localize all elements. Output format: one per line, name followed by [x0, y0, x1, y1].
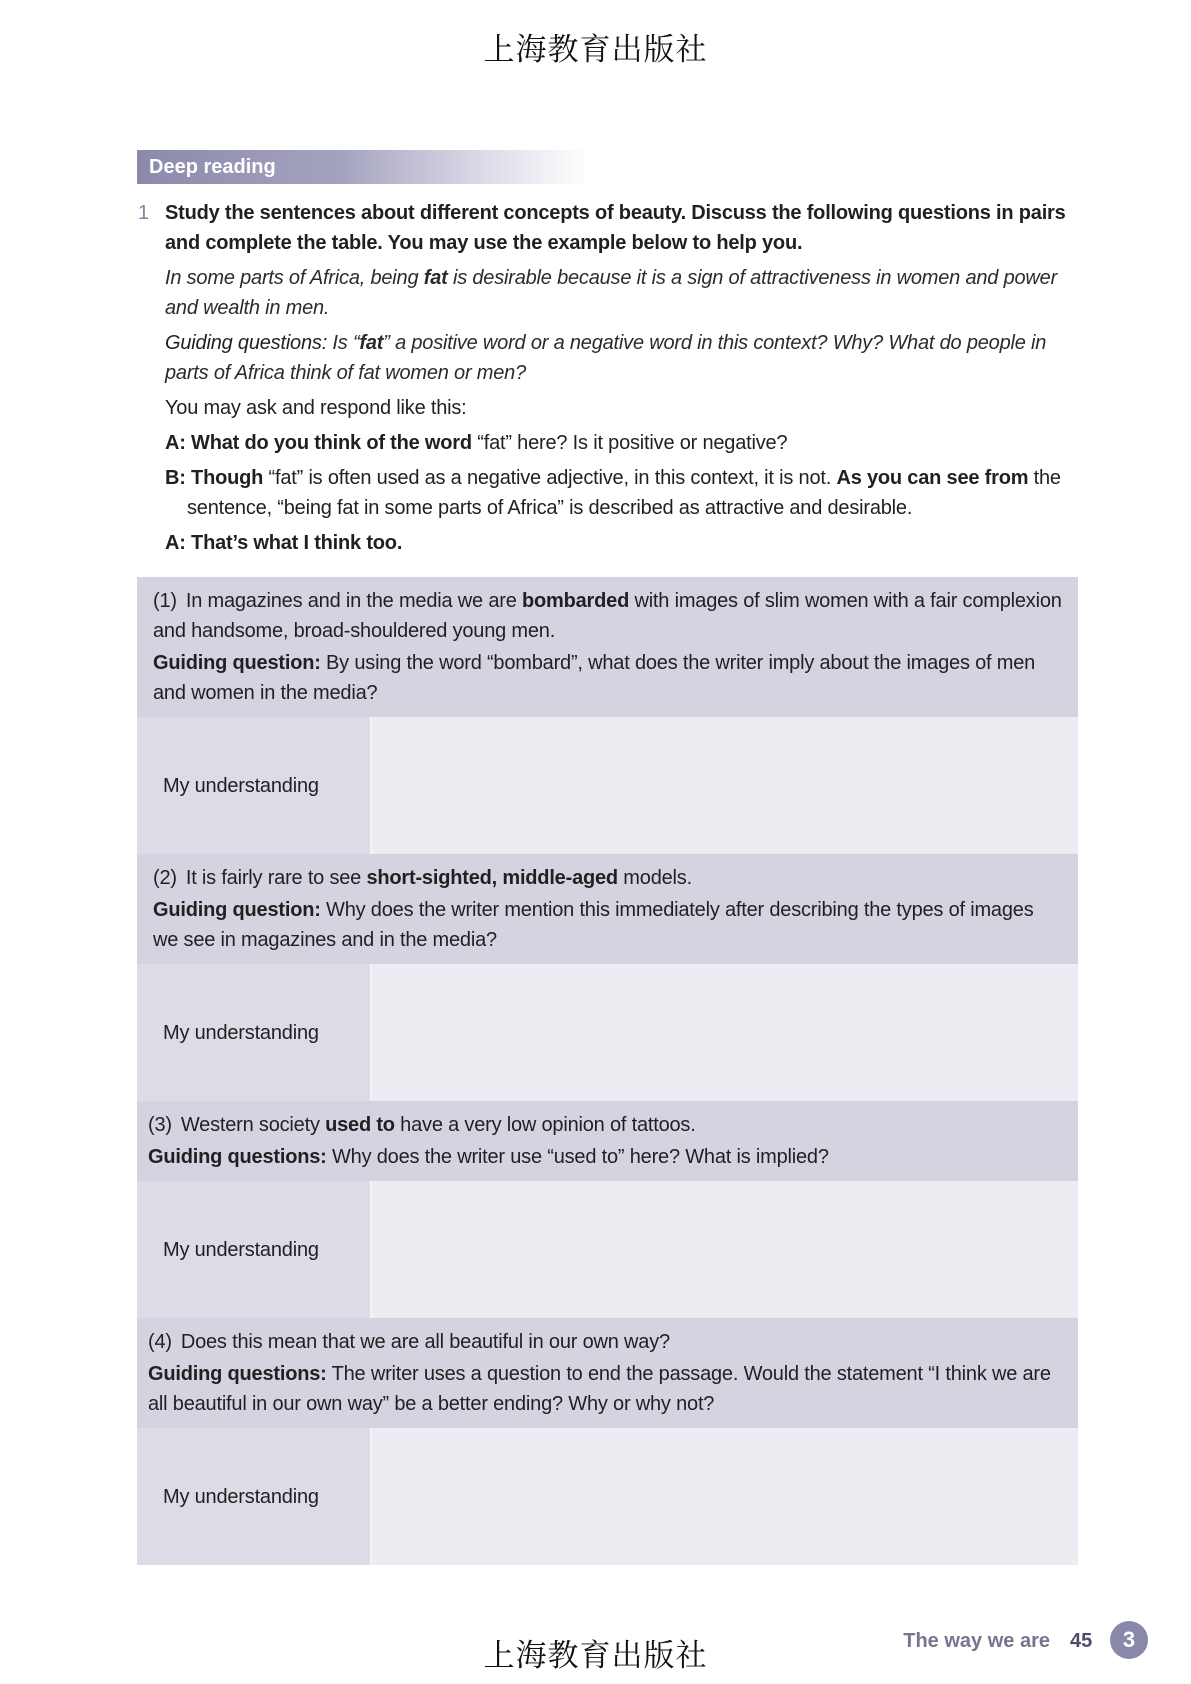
example-sentence [165, 263, 1090, 323]
sentence-text: In magazines and in the media we are [185, 590, 522, 612]
answer-label: My understanding [137, 964, 372, 1101]
guiding-label: Guiding question: [153, 652, 321, 674]
sentence-text: with images of slim women with a fair complexion and handsome, broad-shouldered young men. [153, 590, 1062, 642]
example-guiding-questions [165, 328, 1090, 388]
sentence-text: models. [617, 867, 692, 889]
page-number: 45 [1070, 1630, 1093, 1652]
row-number: (2) [153, 867, 177, 889]
example-text: In some parts of Africa, being [165, 267, 424, 289]
table-answer-row [137, 717, 1078, 854]
answer-field [372, 1181, 1078, 1318]
task-1 [138, 198, 1090, 563]
task-body [165, 198, 1090, 558]
quoted-sentence [148, 1327, 1062, 1357]
guiding-text: ” a positive word or a negative word in this context? Why? What do people in parts of Africa think of fat women or men? [165, 332, 1047, 384]
understanding-table [137, 577, 1078, 1565]
dialogue-line [165, 428, 1090, 458]
quoted-sentence [153, 586, 1062, 646]
dialogue-line [165, 528, 1090, 558]
answer-field [372, 1428, 1078, 1565]
table-answer-row [137, 1181, 1078, 1318]
dialogue-text: “fat” here? Is it positive or negative? [471, 432, 788, 454]
dialogue-bold: B: Though [165, 467, 264, 489]
answer-label: My understanding [137, 717, 372, 854]
guiding-text: Is “ [327, 332, 360, 354]
section-title: Deep reading [149, 156, 276, 178]
sentence-text: Western society [180, 1114, 326, 1136]
table-question-row [137, 1101, 1078, 1181]
dialogue-bold: A: What do you think of the word [165, 432, 472, 454]
quoted-sentence [153, 863, 1062, 893]
example-text: is desirable because it is a sign of attractiveness in women and power and wealth in men. [165, 267, 1058, 319]
guiding-label: Guiding questions: [165, 332, 328, 354]
guiding-keyword: fat [359, 332, 384, 354]
dialogue-line [165, 463, 1090, 523]
row-guiding-question [148, 1142, 1062, 1172]
answer-field [372, 717, 1078, 854]
section-header-bar [137, 150, 589, 184]
unit-title: The way we are [903, 1630, 1050, 1652]
guiding-text: The writer uses a question to end the passage. Would the statement “I think we are all beautiful in our own way” be a better ending? Why or why not? [148, 1363, 1051, 1415]
dialogue-bold: A: That’s what I think too. [165, 532, 403, 554]
table-answer-row [137, 1428, 1078, 1565]
answer-label: My understanding [137, 1428, 372, 1565]
publisher-watermark-bottom: 上海教育出版社 [483, 1638, 708, 1674]
table-question-row [137, 854, 1078, 964]
row-guiding-question [148, 1359, 1062, 1419]
row-number: (1) [153, 590, 177, 612]
publisher-watermark-top: 上海教育出版社 [483, 32, 708, 68]
guiding-label: Guiding questions: [148, 1363, 327, 1385]
quoted-sentence [148, 1110, 1062, 1140]
answer-label: My understanding [137, 1181, 372, 1318]
row-number: (4) [148, 1331, 172, 1353]
unit-number-badge: 3 [1110, 1621, 1148, 1659]
row-number: (3) [148, 1114, 172, 1136]
guiding-text: By using the word “bombard”, what does the writer imply about the images of men and women in the media? [153, 652, 1036, 704]
sentence-keyword: short-sighted, middle-aged [366, 867, 618, 889]
guiding-text: Why does the writer use “used to” here? What is implied? [326, 1146, 829, 1168]
table-question-row [137, 1318, 1078, 1428]
dialogue-bold: As you can see from [836, 467, 1029, 489]
answer-field [372, 964, 1078, 1101]
sentence-text: have a very low opinion of tattoos. [394, 1114, 696, 1136]
task-number: 1 [138, 202, 149, 224]
dialogue-text: “fat” is often used as a negative adjective, in this context, it is not. [263, 467, 837, 489]
guiding-label: Guiding questions: [148, 1146, 327, 1168]
dialogue-prompt: You may ask and respond like this: [165, 397, 467, 419]
task-instruction: Study the sentences about different concepts of beauty. Discuss the following questions in pairs and complete the table. You may use the example below to help you. [165, 202, 1066, 254]
row-guiding-question [153, 648, 1062, 708]
guiding-label: Guiding question: [153, 899, 321, 921]
sentence-keyword: used to [325, 1114, 395, 1136]
table-answer-row [137, 964, 1078, 1101]
guiding-text: Why does the writer mention this immediately after describing the types of images we see in magazines and in the media? [153, 899, 1034, 951]
table-question-row [137, 577, 1078, 717]
sentence-text: It is fairly rare to see [185, 867, 367, 889]
example-keyword: fat [423, 267, 448, 289]
sentence-text: Does this mean that we are all beautiful in our own way? [180, 1331, 670, 1353]
dialogue-text: the sentence, “being fat in some parts of Africa” is described as attractive and desirable. [187, 467, 1061, 519]
sentence-keyword: bombarded [521, 590, 630, 612]
row-guiding-question [153, 895, 1062, 955]
